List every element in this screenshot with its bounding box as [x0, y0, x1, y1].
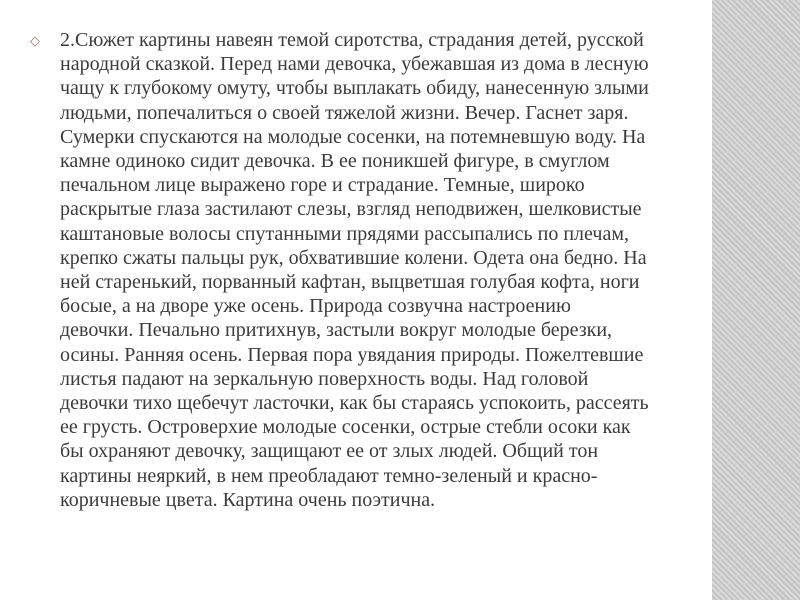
slide-content	[30, 28, 720, 512]
decorative-stripe	[712, 0, 800, 600]
slide-paragraph: 2.Сюжет картины навеян темой сиротства, страдания детей, русской народной сказкой. Перед нами девочка, убежавшая из дома в лесную чащу к глубокому омуту, чтобы выплакать обиду, нанесенную злыми людьми, попечалиться о своей тяжелой жизни. Вечер. Гаснет заря. Сумерки спускаются на молодые сосенки, на потемневшую воду. На камне одиноко сидит девочка. В ее поникшей фигуре, в смуглом печальном лице выражено горе и страдание. Темные, широко раскрытые глаза застилают слезы, взгляд неподвижен, шелковистые каштановые волосы спутанными прядями рассыпались по плечам, крепко сжаты пальцы рук, обхватившие колени. Одета она бедно. На ней старенький, порванный кафтан, выцветшая голубая кофта, ноги босые, а на дворе уже осень. Природа созвучна настроению девочки. Печально притихнув, застыли вокруг молодые березки, осины. Ранняя осень. Первая пора увядания природы. Пожелтевшие листья падают на зеркальную поверхность воды. Над головой девочки тихо щебечут ласточки, как бы стараясь успокоить, рассеять ее грусть. Островерхие молодые сосенки, острые стебли осоки как бы охраняют девочку, защищают ее от злых людей. Общий тон картины неяркий, в нем преобладают темно-зеленый и красно- коричневые цвета. Картина очень поэтична.	[60, 29, 649, 511]
diamond-bullet-icon: ◇	[30, 34, 40, 49]
